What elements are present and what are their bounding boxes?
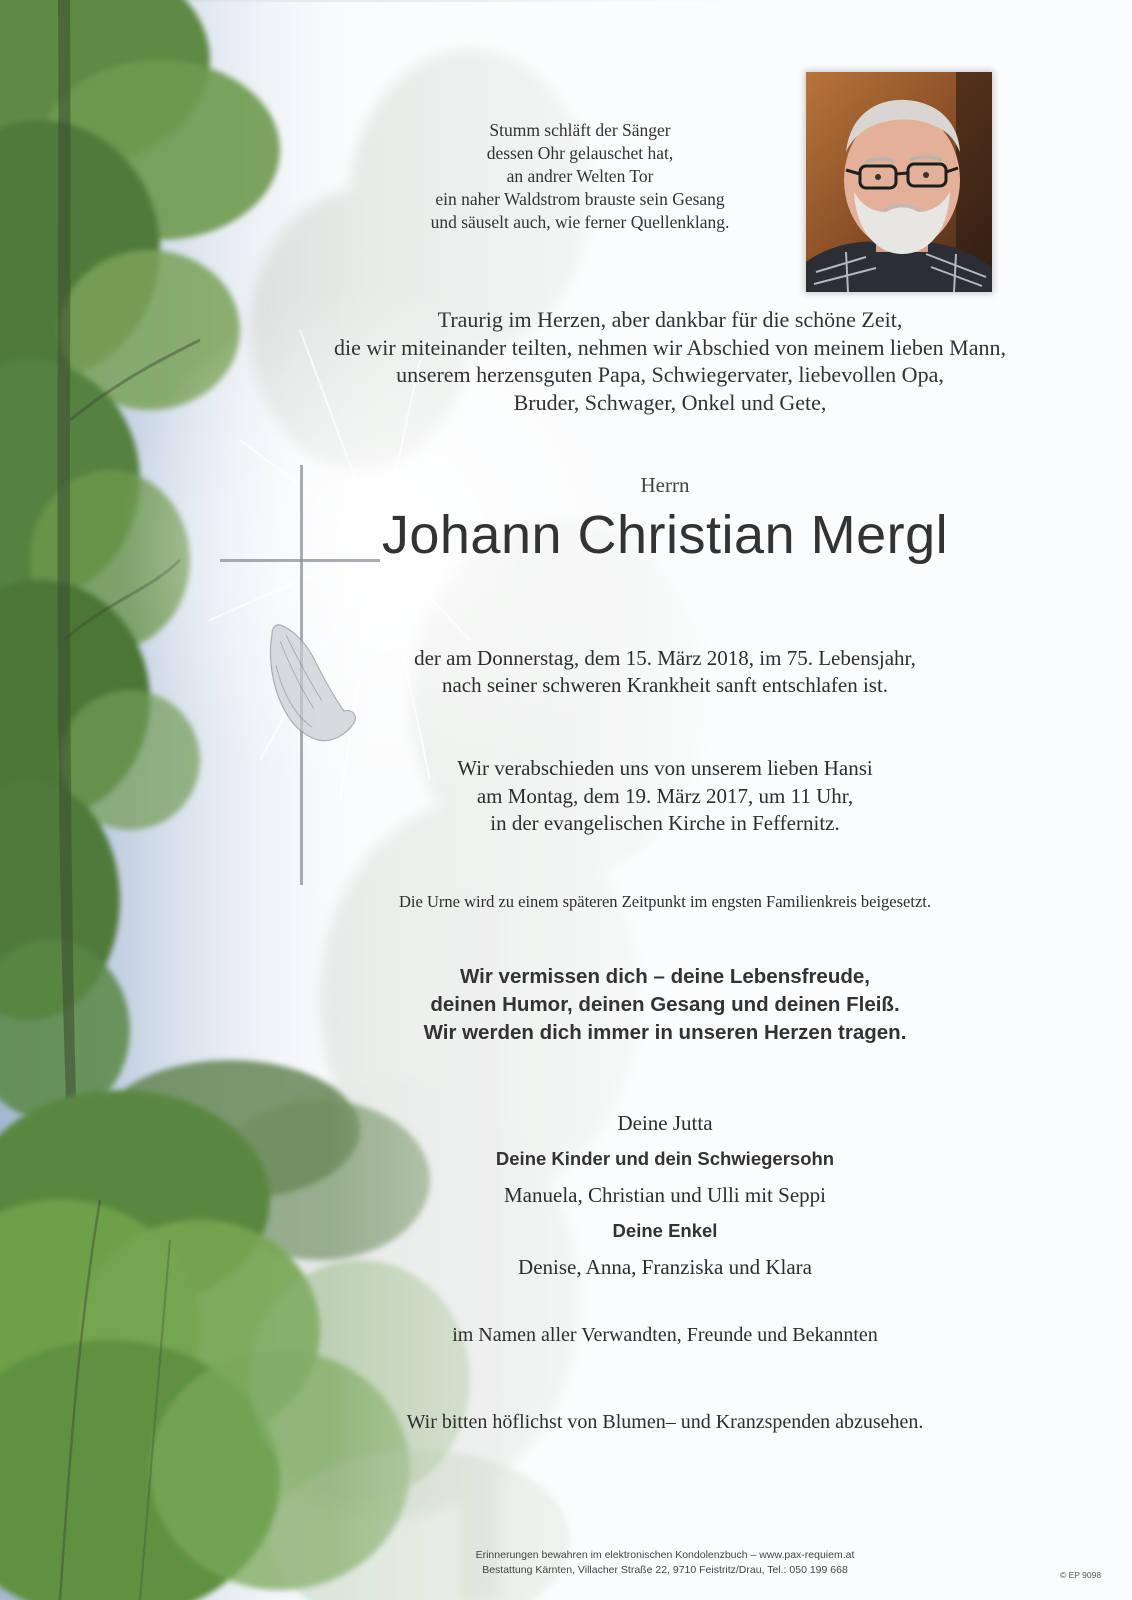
deceased-name: Johann Christian Mergl	[381, 505, 949, 565]
footer-line: Bestattung Kärnten, Villacher Straße 22, 9710 Feistritz/Drau, Tel.: 050 199 668	[482, 1564, 848, 1576]
template-code: © EP 9098	[1060, 1570, 1102, 1580]
intro-text	[280, 306, 1060, 416]
children-heading: Deine Kinder und dein Schwiegersohn	[495, 1148, 835, 1169]
mourners-list	[420, 1105, 910, 1285]
portrait-photo	[806, 72, 992, 292]
relatives-note: im Namen aller Verwandten, Freunde und Bekannten	[452, 1324, 878, 1346]
poem-line: an andrer Welten Tor	[506, 166, 654, 186]
death-notice	[330, 645, 1000, 699]
poem-line: Stumm schläft der Sänger	[489, 120, 671, 140]
intro-line: Bruder, Schwager, Onkel und Gete,	[513, 389, 827, 415]
urn-notice: Die Urne wird zu einem späteren Zeitpunkt im engsten Familienkreis beigesetzt.	[399, 892, 931, 911]
footer	[380, 1548, 950, 1578]
farewell-line: am Montag, dem 19. März 2017, um 11 Uhr,	[476, 783, 854, 808]
grandchildren-names: Denise, Anna, Franziska und Klara	[518, 1255, 812, 1279]
footer-line: Erinnerungen bewahren im elektronischen Kondolenzbuch – www.pax-requiem.at	[475, 1549, 855, 1561]
miss-you-line: Wir werden dich immer in unseren Herzen tragen.	[423, 1021, 907, 1044]
death-notice-line: nach seiner schweren Krankheit sanft entschlafen ist.	[441, 673, 889, 697]
intro-line: die wir miteinander teilten, nehmen wir Abschied von meinem lieben Mann,	[333, 334, 1007, 360]
farewell-line: Wir verabschieden uns von unserem lieben Hansi	[457, 756, 873, 780]
poem-line: und säuselt auch, wie ferner Quellenklang.	[430, 212, 730, 232]
poem-line: ein naher Waldstrom brauste sein Gesang	[435, 189, 725, 209]
intro-line: unserem herzensguten Papa, Schwiegervater, liebevollen Opa,	[396, 362, 944, 387]
children-names: Manuela, Christian und Ulli mit Seppi	[504, 1183, 826, 1207]
intro-line: Traurig im Herzen, aber dankbar für die schöne Zeit,	[437, 307, 903, 332]
salutation: Herrn	[640, 473, 690, 497]
flowers-note: Wir bitten höflichst von Blumen– und Kranzspenden abzusehen.	[406, 1411, 924, 1433]
miss-you-message	[360, 963, 970, 1047]
farewell-line: in der evangelischen Kirche in Feffernitz.	[490, 811, 840, 835]
grandchildren-heading: Deine Enkel	[612, 1220, 718, 1241]
death-notice-line: der am Donnerstag, dem 15. März 2018, im 75. Lebensjahr,	[414, 646, 916, 670]
poem-line: dessen Ohr gelauschet hat,	[486, 143, 674, 163]
poem	[395, 119, 765, 234]
farewell-notice	[380, 755, 950, 838]
spouse-name: Deine Jutta	[617, 1111, 713, 1135]
miss-you-line: deinen Humor, deinen Gesang und deinen Fleiß.	[430, 993, 900, 1016]
miss-you-line: Wir vermissen dich – deine Lebensfreude,	[460, 965, 870, 988]
